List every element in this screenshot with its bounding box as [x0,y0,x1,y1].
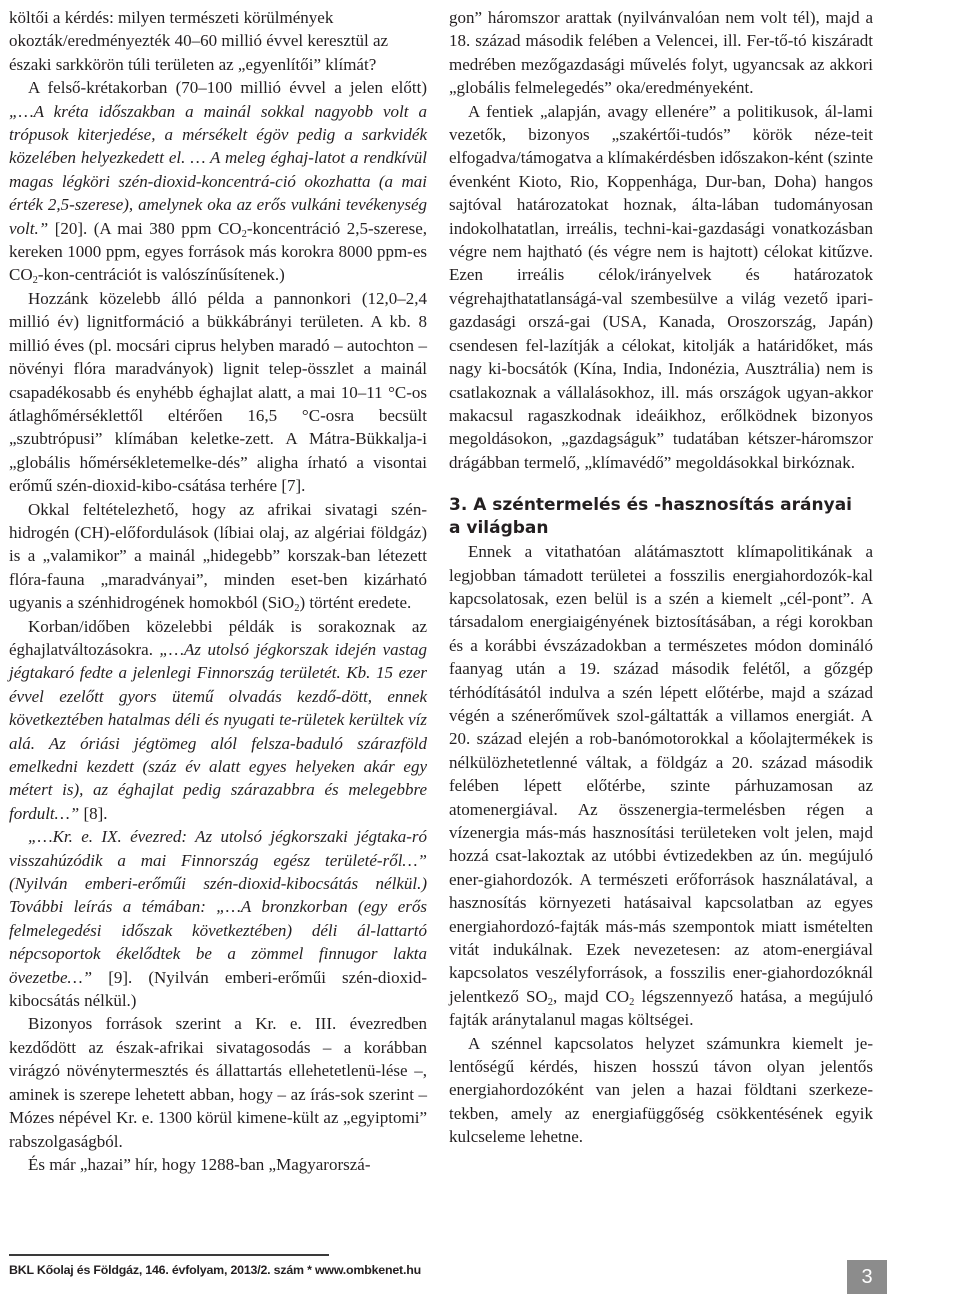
text-span: [9]. (Nyilván emberi-erőműi szén-dioxid-kibocsátás nélkül.) [9,967,427,1011]
page-number: 3 [847,1260,887,1294]
paragraph-continuation [9,6,427,76]
text-line: költői a kérdés: milyen természeti körülmények [9,8,334,27]
text-span: A felső-krétakorban (70–100 millió évvel a jelen előtt) [28,78,427,98]
paragraph-coal-importance: A szénnel kapcsolatos helyzet számunkra kiemelt je-lentőségű kérdés, hiszen hosszú távon olyan jelentős energiahordozóként van jelen a hazai földtani szerkeze-tekben, amely az energiafüggőség csökkentésének egyik kulcseleme lehetne. [449,1033,873,1147]
text-span: Korban/időben közelebbi példák is sorakoznak az éghajlatváltozásokra. [9,616,427,659]
subscript: 2 [629,996,635,1008]
text-line: okozták/eredményezték 40–60 millió évvel keresztül az [9,31,389,51]
text-span: Ennek a vitathatóan alátámasztott klímapolitikának a legjobban támadott területei a fosszilis energiahordozók-kal kapcsolatosak, ezen belül is a szén a kiemelt „cél-pont”. A társadalom energiaigényének biztosításában, a régi korokban és a korábbi évszázadokban a természetes módon domináló faanyag után a 19. század második felétől, a gőzgép térhódításától indulva a szén lépett előtérbe, majd a század végén a szénerőművek szol-gáltatták a villamos energiát. A 20. század elején a rob-banómotorokkal a kőolajtermékek is nélkülözhetetlenné váltak, a földgáz a 20. század második felében lépett előtérbe, szinte párhuzamosan az atomenergiával. Az összenergia-termelésben régen a vízenergia más-más hasznosítási területeken volt jelen, majd hozzá csat-lakoztak az utóbbi évtizedekben az ún. megújuló ener-giahordozók. A természeti erőforrások használatával, a hasznosítás környezeti hatásaival kapcsolatban az egyes energiahordozó-fajták más-más szempontok miatt ismételten vitát indukálnak. Ezek nevezetesen: az atom-energiával kapcsolatos veszélyforrások, a fosszilis ener-giahordozóknál jelentkező SO [449,542,873,1006]
paragraph-continuation: gon” háromszor arattak (nyilvánvalóan nem volt tél), majd a 18. század második felében a Velencei, ill. Fer-tő-tó kiszáradt medrében mezőgazdasági művelés folyt, ugyancsak az akkori „globális felmelegedés” oka/eredményeként. [449,8,873,98]
paragraph-cretaceous [9,76,427,287]
paragraph-finland [9,825,427,1012]
text-span: légszennyező hatása, a megújuló fajták aránytalanul magas költségei. [449,986,873,1030]
paragraph-desertification: Bizonyos források szerint a Kr. e. III. évezredben kezdődött az észak-afrikai sivatagosodás – a korábban virágzó növénytermesztés és állattartás ellehetetlenü-lése –, aminek is szerepe lehetett abban, hogy – az írás-sok szerint – Mózes népével Kr. e. 1300 körül kimene-kült az „egyiptomi” rabszolgaságból. [9,1014,427,1151]
footer-divider [9,1254,329,1256]
paragraph-energy-history [449,540,873,1032]
paragraph-pannonian: Hozzánk közelebb álló példa a pannonkori (12,0–2,4 millió év) lignitformáció a bükkábrányi területen. A kb. 8 millió éves (pl. mocsári ciprus helyben maradó – autochton – növényi flóra maradványok) lignit telep-összlet a mainál csapadékosabb és enyhébb éghajlat alatt, a mai 10–11 °C-os átlaghőmérséklettől eltérően 16,5 °C-osra becsült „szubtrópusi” klímában keletke-zett. A Mátra-Bükkalja-i „globális hőmérsékletemelke-dés” aligha írható a visontai erőmű szén-dioxid-kibo-csátása terhére [7]. [9,288,427,496]
text-span: , majd CO [552,986,630,1006]
left-column [9,6,427,1176]
quotation: „…A kréta időszakban a mainál sokkal nagyobb volt a trópusok kiterjedése, a mérsékelt égöv pedig a sarkvidék közelében helyezkedett el. … A meleg éghaj-latot a rendkívül magas légköri szén-dioxid-koncentrá-ció okozhatta (a mai érték 2,5-szerese), amelynek oka az erős vulkáni tevékenység volt.” [9,101,427,238]
footer-citation: BKL Kőolaj és Földgáz, 146. évfolyam, 2013/2. szám * www.ombkenet.hu [9,1263,421,1277]
subscript: 2 [294,603,300,615]
text-span: ) történt eredete. [299,593,412,613]
text-span: -koncentráció 2,5-szerese, kereken 1000 ppm, egyes források más korokra 8000 ppm-es CO [9,218,428,285]
text-span: [20]. (A mai 380 ppm CO [48,218,242,238]
quotation: „…Kr. e. IX. évezred: Az utolsó jégkorszaki jégtaka-ró visszahúzódik a mai Finnország egész területé-ről…” (Nyilván emberi-erőműi szén-dioxid-kibocsátás nélkül.) További leírás a témában: „…A bronzkorban (egy erős felmelegedési időszak következtében) déli ál-lattartó népcsoportok ékelődtek be a zömmel finnugor lakta övezetbe…” [9,827,427,987]
paragraph-hungary: És már „hazai” hír, hogy 1288-ban „Magyarorszá- [28,1154,371,1174]
subscript: 2 [241,228,247,240]
heading-line: 3. A széntermelés és -hasznosítás arányai [449,495,852,516]
text-span: -kon-centrációt is valószínűsítenek.) [37,265,285,285]
subscript: 2 [547,996,553,1008]
paragraph-sahara-hydrocarbons [9,498,427,615]
text-span: Okkal feltételezhető, hogy az afrikai sivatagi szén-hidrogén (CH)-előfordulások (líbiai olaj, az algériai földgáz) is a „valamikor” a mainál „hidegebb” korszak-ban létezett flóra-fauna „maradványai”, minden eset-ben kizárható ugyanis a szénhidrogének homokból (SiO [9,499,427,613]
quotation: „…Az utolsó jégkorszak idején vastag jégtakaró fedte a jelenlegi Finnország területét. Kb. 15 ezer évvel ezelőtt gyors ütemű olvadás kezdő-dött, ennek következtében hatalmas déli és nyugati te-rületek kerültek víz alá. Az óriási jégtömeg alól felsza-baduló szárazföld emelkedni kezdett (száz év alatt egyes helyeken akár egy métert is), az éghajlat pedig szárazabbra és melegebbre fordult…” [9,639,427,823]
text-line: északi sarkkörön túli területen az „egyenlítői” klímát? [9,54,377,74]
section-heading [449,494,873,540]
paragraph-ice-age [9,615,427,826]
subscript: 2 [32,275,38,287]
paragraph-politics: A fentiek „alapján, avagy ellenére” a politikusok, ál-lami vezetők, bizonyos „szakértői-tudós” körök néze-teit elfogadva/támogatva a klímakérdésben időszakon-ként (szinte évenként Kioto, Rio, Koppenhága, Dur-ban, Doha) hangos sajtóval határozatokat hoznak, álta-lában tudományosan indokolhatatlan, irreális, techni-kai-gazdasági vonatkozásban végre nem hajtható (és végre nem is hajtott) célokat kitűzve. Ezen irreális célok/irányelvek és határozatok végrehajthatatlanságá-val szembesülve a világ vezető ipari-gazdasági orszá-gai (USA, Kanada, Oroszország, Japán) csendesen fel-lazítják a célokat, kitolják a határidőket, más nagy ki-bocsátók (Kína, India, Indonézia, Ausztrália) nem is csatlakoznak a vállalásokhoz, ill. más országok ugyan-akkor makacsul ragaszkodnak ideáikhoz, erőlködnek bizonyos megoldásokon, „gazdagságuk” tudatában kétszer-háromszor drágábban termelő, „klímavédő” megoldásokkal birkóznak. [449,101,873,472]
heading-line: a világban [449,518,549,539]
right-column [449,6,873,1149]
text-span: [8]. [79,803,108,823]
